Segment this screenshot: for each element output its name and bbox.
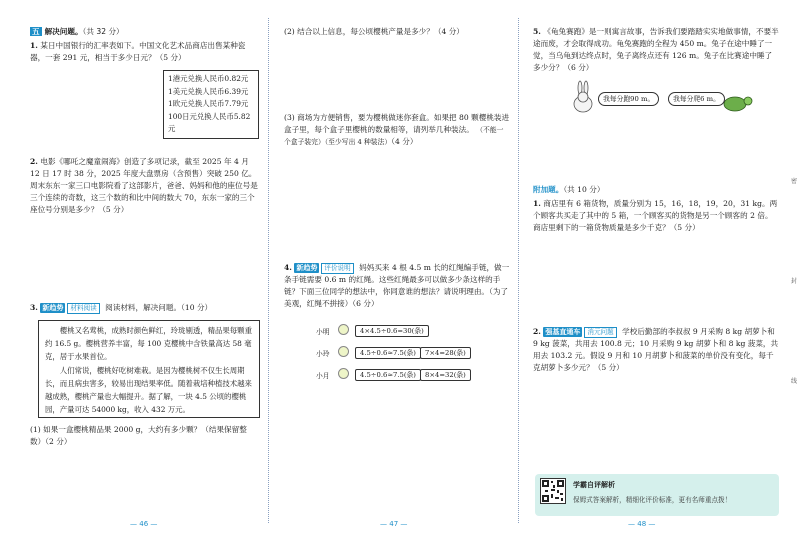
section-title: 解决问题。 bbox=[44, 27, 83, 36]
student-avatar-icon bbox=[338, 368, 349, 379]
student-equation: 4×4.5÷0.6=30(条) bbox=[355, 325, 429, 337]
question-text: 商店里有 6 箱货物，质量分别为 15，16，18，19，20，31 kg。两个顾客共买走了其中的 5 箱，一个顾客买的货物是另一个顾客的 2 倍。商店里剩下的一箱货物质量是多少千克？（5 分） bbox=[533, 199, 778, 232]
trend-tag: 新趋势 bbox=[296, 264, 318, 272]
section-score: （共 32 分） bbox=[82, 27, 124, 36]
question-3-sub1 bbox=[30, 424, 258, 448]
column-divider bbox=[518, 18, 519, 523]
student-equation: 7×4=28(条) bbox=[420, 347, 471, 359]
question-3-sub2 bbox=[284, 26, 510, 38]
sub-question-text: (2) 结合以上信息，每公顷樱桃产量是多少？（4 分） bbox=[284, 27, 464, 36]
column-divider bbox=[268, 18, 269, 523]
question-text: 《龟兔赛跑》是一则寓言故事，告诉我们要踏踏实实地做事情，不要半途而废，才会取得成功。龟兔赛跑的全程为 450 m。兔子在途中睡了一觉，当乌龟到达终点时，兔子离终点还有 126 m。兔子在比赛途中睡了多少分？（6 分） bbox=[533, 27, 779, 72]
qr-code-icon[interactable] bbox=[540, 478, 566, 504]
rabbit-icon bbox=[574, 81, 592, 112]
question-4 bbox=[284, 262, 510, 310]
rate-row: 1港元兑换人民币0.82元 bbox=[168, 74, 249, 83]
section-five bbox=[30, 26, 258, 38]
trend-tag: 新趋势 bbox=[42, 304, 64, 312]
sub-question-text: (3) 商场为方便销售，要为樱桃做迷你套盒。如果把 80 颗樱桃装进盒子里，每个盒子里樱桃的数量相等，请列举几种装法。 bbox=[284, 113, 510, 134]
question-number: 2. bbox=[30, 157, 38, 166]
extra-title: 附加题。 bbox=[533, 185, 564, 194]
question-number: 2. bbox=[533, 327, 541, 336]
foundation-tag: 强基直通车 bbox=[545, 328, 581, 336]
reading-tag: 材料阅读 bbox=[67, 303, 99, 314]
sub-question-note: （不能一个盒子装完）（至少写出 4 种装法） bbox=[284, 126, 504, 146]
turtle-speech-bubble: 我每分爬6 m。 bbox=[668, 92, 725, 106]
evaluation-tag: 评价说明 bbox=[321, 263, 353, 274]
question-number: 3. bbox=[30, 303, 38, 312]
question-2 bbox=[30, 156, 258, 216]
page-number: — 48 — bbox=[628, 520, 656, 528]
student-equation: 8×4=32(条) bbox=[420, 369, 471, 381]
qr-title: 学霸自评解析 bbox=[573, 481, 615, 489]
passage-paragraph: 樱桃又名莺桃，成熟时颜色鲜红，玲珑剔透，精品果每颗重约 16.5 g。樱桃营养丰富，每 100 克樱桃中含铁量高达 58 毫克，居于水果首位。 bbox=[45, 326, 252, 362]
student-equation: 4.5÷0.6≈7.5(条) bbox=[355, 369, 421, 381]
exchange-rate-table bbox=[163, 70, 259, 139]
question-number: 4. bbox=[284, 263, 292, 272]
question-1 bbox=[30, 40, 258, 64]
seal-line-char: 封 bbox=[791, 278, 798, 285]
extra-section bbox=[533, 184, 779, 196]
page-number: — 46 — bbox=[130, 520, 158, 528]
student-name: 小玲 bbox=[316, 350, 330, 358]
rate-row: 100日元兑换人民币5.82元 bbox=[168, 111, 251, 133]
sub-question-text: (1) 如果一盒樱桃精品果 2000 g，大约有多少颗？（结果保留整数）（2 分） bbox=[30, 425, 247, 446]
student-name: 小月 bbox=[316, 372, 330, 380]
section-number: 五 bbox=[32, 27, 40, 36]
page-number-value: 48 bbox=[637, 520, 647, 528]
sub-question-score: （4 分） bbox=[391, 137, 418, 146]
student-equation: 4.5÷0.6≈7.5(条) bbox=[355, 347, 421, 359]
elimination-tag: 消元问题 bbox=[584, 327, 616, 338]
student-avatar-icon bbox=[338, 324, 349, 335]
page-number-value: 47 bbox=[389, 520, 399, 528]
extra-question-2 bbox=[533, 326, 779, 374]
question-number: 1. bbox=[533, 199, 541, 208]
question-text: 阅读材料，解决问题。（10 分） bbox=[105, 303, 213, 312]
question-5 bbox=[533, 26, 779, 74]
page-number: — 47 — bbox=[380, 520, 408, 528]
question-number: 5. bbox=[533, 27, 541, 36]
question-text: 电影《哪吒之魔童闹海》创造了多项记录，截至 2025 年 4 月 12 日 17 时 38 分，2025 年度大盘票房（含预售）突破 250 亿。周末东东一家三口电影院看了这部影片，爸爸、妈妈和他的座位号是三个连续的奇数，这三个数的和比中间的数大 70，东东一家的三个座位号分别是多少？（5 分） bbox=[30, 157, 258, 214]
seal-line-char: 密 bbox=[791, 178, 798, 185]
question-text: 学校后勤部的李叔叔 9 月采购 8 kg 胡萝卜和 9 kg 菠菜，共用去 100.8 元；10 月采购 9 kg 胡萝卜和 8 kg 菠菜，共用去 103.2 元。假设 9 月和 10 月胡萝卜和菠菜的单价没有变化，每千克胡萝卜多少元？（5 分） bbox=[533, 327, 779, 372]
question-number: 1. bbox=[30, 41, 38, 50]
turtle-icon bbox=[724, 97, 752, 111]
seal-line-char: 线 bbox=[791, 378, 798, 385]
rate-row: 1欧元兑换人民币7.79元 bbox=[168, 99, 249, 108]
question-text: 某日中国银行的汇率表如下。中国文化艺术品商店出售某种瓷器，一套 291 元，相当于多少日元？（5 分） bbox=[30, 41, 246, 62]
rabbit-speech-bubble: 我每分跑90 m。 bbox=[598, 92, 659, 106]
extra-question-1 bbox=[533, 198, 779, 234]
page-number-value: 46 bbox=[139, 520, 149, 528]
extra-score: （共 10 分） bbox=[563, 185, 605, 194]
rate-row: 1美元兑换人民币6.39元 bbox=[168, 86, 249, 96]
qr-banner[interactable] bbox=[535, 474, 779, 516]
question-3-sub3 bbox=[284, 112, 510, 148]
question-3 bbox=[30, 302, 258, 314]
student-name: 小明 bbox=[316, 328, 330, 336]
race-illustration bbox=[565, 80, 755, 116]
passage-paragraph: 人们常说，樱桃好吃树难栽。是因为樱桃树不仅生长周期长，而且病虫害多，较易出现结果率低。随着栽培种植技术越来越成熟，樱桃产量也大幅提升。据了解，一块 4.5 公顷的樱桃园，产量可达 54000 kg，收入 432 万元。 bbox=[45, 365, 252, 415]
qr-description: 保姆式答案解析，精细化评价标准，更有名师重点拨！ bbox=[573, 496, 732, 504]
reading-passage bbox=[38, 320, 260, 418]
student-avatar-icon bbox=[338, 346, 349, 357]
question-text: 妈妈买来 4 根 4.5 m 长的红绳编手链，做一条手链需要 0.6 m 的红绳。这些红绳最多可以做多少条这样的手链？下面三位同学的想法中，你同意谁的想法？请说明理由。（为了美观，红绳不拼接）（6 分） bbox=[284, 263, 510, 308]
